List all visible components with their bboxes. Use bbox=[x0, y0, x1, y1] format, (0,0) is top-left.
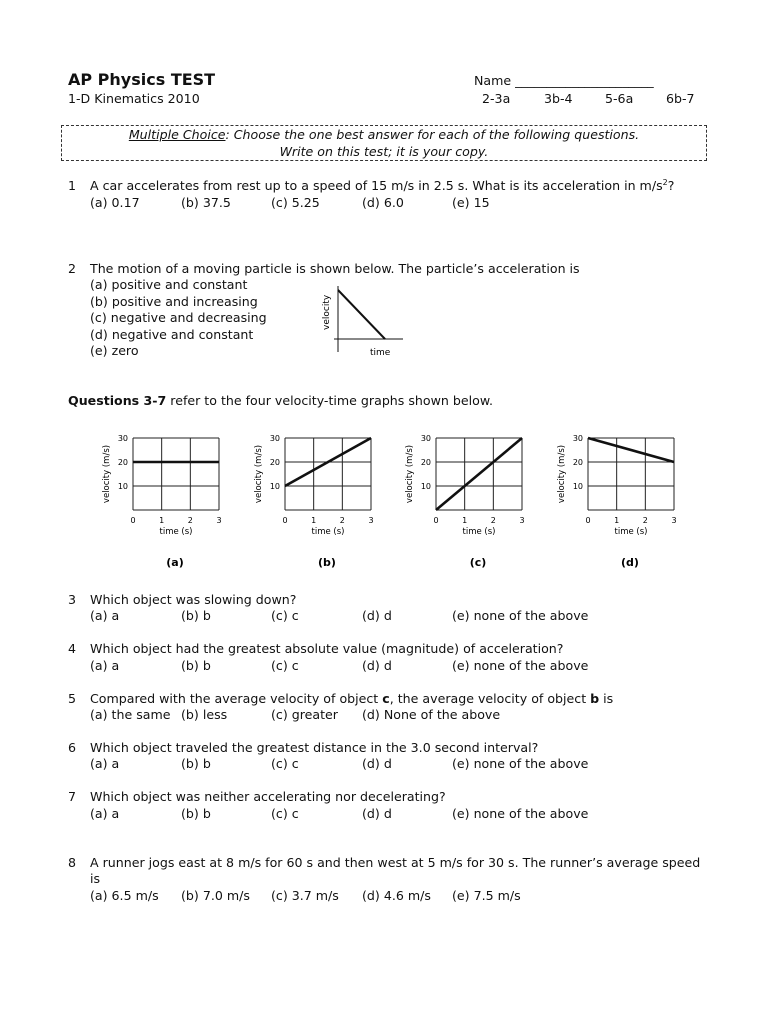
instructions-text-1: : Choose the one best answer for each of the following questions. bbox=[225, 127, 640, 142]
q3-option-e[interactable]: (e) none of the above bbox=[452, 608, 589, 623]
q6-option-b[interactable]: (b) b bbox=[181, 756, 211, 771]
graph-2-ytick-20: 20 bbox=[269, 458, 280, 467]
q3-number: 3 bbox=[68, 592, 77, 607]
q2-xlabel: time bbox=[370, 348, 391, 358]
velocity-time-graphs bbox=[0, 420, 768, 580]
q6-text: Which object traveled the greatest distance in the 3.0 second interval? bbox=[90, 740, 539, 755]
graph-1-xtick-2: 2 bbox=[187, 516, 193, 525]
q8-option-e[interactable]: (e) 7.5 m/s bbox=[452, 888, 521, 903]
graph-4-caption: (d) bbox=[621, 556, 639, 569]
q5-bold-b: b bbox=[590, 691, 600, 706]
graph-4-xtick-0: 0 bbox=[585, 516, 591, 525]
q5-option-a[interactable]: (a) the same bbox=[90, 707, 171, 722]
q7-text: Which object was neither accelerating nor decelerating? bbox=[90, 789, 446, 804]
q2-option-e[interactable]: (e) zero bbox=[90, 343, 139, 358]
graph-3-xtick-2: 2 bbox=[490, 516, 496, 525]
graph-1-xtick-0: 0 bbox=[130, 516, 136, 525]
q7-option-e[interactable]: (e) none of the above bbox=[452, 806, 589, 821]
graph-4-xtick-2: 2 bbox=[642, 516, 648, 525]
q8-text-line-1: A runner jogs east at 8 m/s for 60 s and then west at 5 m/s for 30 s. The runner’s average speed bbox=[90, 855, 701, 870]
q5-option-d[interactable]: (d) None of the above bbox=[362, 707, 501, 722]
instructions-label: Multiple Choice bbox=[128, 127, 226, 142]
graph-3-series-line bbox=[436, 438, 522, 510]
q3-option-b[interactable]: (b) b bbox=[181, 608, 211, 623]
q1-text-main: A car accelerates from rest up to a speed of 15 m/s in 2.5 s. What is its acceleration in m/s bbox=[90, 178, 663, 194]
graph-3-ylabel: velocity (m/s) bbox=[405, 444, 415, 504]
q5-text bbox=[90, 691, 613, 706]
graph-4-xlabel: time (s) bbox=[614, 527, 648, 537]
q2-number: 2 bbox=[68, 261, 77, 276]
graph-2-xtick-3: 3 bbox=[368, 516, 374, 525]
graph-4-ytick-10: 10 bbox=[572, 482, 583, 491]
q1-number: 1 bbox=[68, 178, 77, 193]
graph-3-xtick-1: 1 bbox=[462, 516, 468, 525]
q2-option-c[interactable]: (c) negative and decreasing bbox=[90, 310, 267, 325]
q3-option-a[interactable]: (a) a bbox=[90, 608, 120, 623]
name-field[interactable]: Name ______________________ bbox=[474, 73, 654, 88]
graph-2-caption: (b) bbox=[318, 556, 336, 569]
q4-number: 4 bbox=[68, 641, 77, 656]
graph-1-ytick-30: 30 bbox=[117, 434, 128, 443]
q7-number: 7 bbox=[68, 789, 77, 804]
q3-option-d[interactable]: (d) d bbox=[362, 608, 392, 623]
q4-option-a[interactable]: (a) a bbox=[90, 658, 120, 673]
section-code-1: 2-3a bbox=[482, 91, 511, 106]
graph-4-ytick-20: 20 bbox=[572, 458, 583, 467]
q1-option-d[interactable]: (d) 6.0 bbox=[362, 195, 404, 210]
graph-3-xtick-3: 3 bbox=[519, 516, 525, 525]
graph-4-series-line bbox=[588, 438, 674, 462]
q3-option-c[interactable]: (c) c bbox=[271, 608, 299, 623]
q1-text bbox=[90, 178, 674, 193]
q6-option-d[interactable]: (d) d bbox=[362, 756, 392, 771]
graph-1-xtick-3: 3 bbox=[216, 516, 222, 525]
q2-velocity-graph bbox=[316, 282, 406, 362]
graph-1-caption: (a) bbox=[166, 556, 184, 569]
q7-option-b[interactable]: (b) b bbox=[181, 806, 211, 821]
q6-option-a[interactable]: (a) a bbox=[90, 756, 120, 771]
page-title: AP Physics TEST bbox=[68, 70, 216, 89]
q1-option-c[interactable]: (c) 5.25 bbox=[271, 195, 320, 210]
q2-option-d[interactable]: (d) negative and constant bbox=[90, 327, 254, 342]
section-code-3: 5-6a bbox=[605, 91, 634, 106]
graph-4-xtick-3: 3 bbox=[671, 516, 677, 525]
q3-text: Which object was slowing down? bbox=[90, 592, 297, 607]
q4-option-c[interactable]: (c) c bbox=[271, 658, 299, 673]
graph-1-ytick-20: 20 bbox=[117, 458, 128, 467]
q5-number: 5 bbox=[68, 691, 77, 706]
graph-2-xtick-0: 0 bbox=[282, 516, 288, 525]
q8-option-a[interactable]: (a) 6.5 m/s bbox=[90, 888, 159, 903]
graph-4-ytick-30: 30 bbox=[572, 434, 583, 443]
q5-option-b[interactable]: (b) less bbox=[181, 707, 228, 722]
questions-3-7-intro bbox=[68, 393, 493, 408]
instructions-line-2: Write on this test; it is your copy. bbox=[279, 144, 489, 159]
graph-3-caption: (c) bbox=[469, 556, 487, 569]
q7-option-a[interactable]: (a) a bbox=[90, 806, 120, 821]
page-subtitle: 1-D Kinematics 2010 bbox=[68, 91, 200, 106]
q8-option-d[interactable]: (d) 4.6 m/s bbox=[362, 888, 431, 903]
q5-text-a: Compared with the average velocity of object bbox=[90, 691, 383, 706]
questions-3-7-bold: Questions 3-7 bbox=[68, 393, 167, 408]
graph-2-xlabel: time (s) bbox=[311, 527, 345, 537]
graph-3-xlabel: time (s) bbox=[462, 527, 496, 537]
q2-option-a[interactable]: (a) positive and constant bbox=[90, 277, 248, 292]
q1-text-end: ? bbox=[667, 178, 675, 194]
graph-3-ytick-20: 20 bbox=[420, 458, 431, 467]
q4-text: Which object had the greatest absolute value (magnitude) of acceleration? bbox=[90, 641, 564, 656]
section-code-4: 6b-7 bbox=[666, 91, 695, 106]
questions-3-7-rest: refer to the four velocity-time graphs shown below. bbox=[166, 393, 493, 408]
graph-2-ytick-10: 10 bbox=[269, 482, 280, 491]
q8-number: 8 bbox=[68, 855, 77, 870]
q5-option-c[interactable]: (c) greater bbox=[271, 707, 338, 722]
q6-option-e[interactable]: (e) none of the above bbox=[452, 756, 589, 771]
q8-text-line-2: is bbox=[90, 871, 101, 886]
graph-1-ytick-10: 10 bbox=[117, 482, 128, 491]
q1-option-a[interactable]: (a) 0.17 bbox=[90, 195, 140, 210]
q6-option-c[interactable]: (c) c bbox=[271, 756, 299, 771]
q1-option-e[interactable]: (e) 15 bbox=[452, 195, 490, 210]
q2-text: The motion of a moving particle is shown below. The particle’s acceleration is bbox=[90, 261, 580, 276]
graph-4-ylabel: velocity (m/s) bbox=[557, 444, 567, 504]
graph-1-xtick-1: 1 bbox=[159, 516, 165, 525]
q5-text-c: is bbox=[599, 691, 614, 706]
q7-option-c[interactable]: (c) c bbox=[271, 806, 299, 821]
instructions-box bbox=[61, 125, 707, 161]
q2-option-b[interactable]: (b) positive and increasing bbox=[90, 294, 258, 309]
q6-number: 6 bbox=[68, 740, 77, 755]
graph-3-ytick-10: 10 bbox=[420, 482, 431, 491]
q8-option-c[interactable]: (c) 3.7 m/s bbox=[271, 888, 339, 903]
q4-option-e[interactable]: (e) none of the above bbox=[452, 658, 589, 673]
q7-option-d[interactable]: (d) d bbox=[362, 806, 392, 821]
instructions-line-1 bbox=[62, 127, 706, 142]
q4-option-b[interactable]: (b) b bbox=[181, 658, 211, 673]
q1-sup: 2 bbox=[662, 178, 668, 187]
q2-line bbox=[338, 290, 385, 339]
graph-4-xtick-1: 1 bbox=[614, 516, 620, 525]
q4-option-d[interactable]: (d) d bbox=[362, 658, 392, 673]
graph-2-ylabel: velocity (m/s) bbox=[254, 444, 264, 504]
graph-2-xtick-1: 1 bbox=[311, 516, 317, 525]
q1-option-b[interactable]: (b) 37.5 bbox=[181, 195, 231, 210]
q5-bold-c: c bbox=[382, 691, 390, 706]
graph-1-xlabel: time (s) bbox=[159, 527, 193, 537]
graph-3-ytick-30: 30 bbox=[420, 434, 431, 443]
graph-3-xtick-0: 0 bbox=[433, 516, 439, 525]
graph-2-ytick-30: 30 bbox=[269, 434, 280, 443]
graph-1-ylabel: velocity (m/s) bbox=[102, 444, 112, 504]
section-code-2: 3b-4 bbox=[544, 91, 573, 106]
q2-ylabel: velocity bbox=[322, 294, 332, 330]
q5-text-b: , the average velocity of object bbox=[389, 691, 591, 706]
graph-2-xtick-2: 2 bbox=[339, 516, 345, 525]
q8-option-b[interactable]: (b) 7.0 m/s bbox=[181, 888, 250, 903]
